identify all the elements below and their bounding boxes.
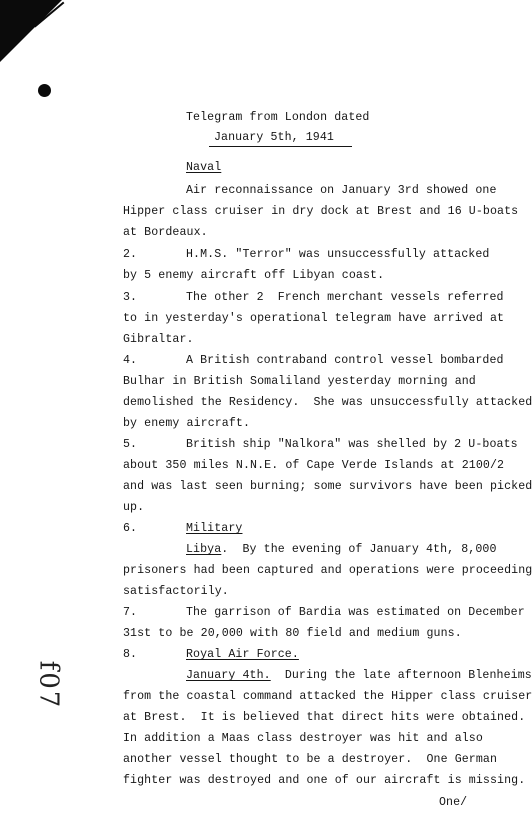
- date-underline: [209, 146, 352, 147]
- paragraph-number: 6.: [123, 522, 138, 535]
- margin-folio-number: f07: [33, 660, 64, 710]
- para4-line: demolished the Residency. She was unsuccessfully attacked: [123, 396, 532, 409]
- para8-line: In addition a Maas class destroyer was hit and also: [123, 732, 483, 745]
- para6-first-line: [186, 543, 497, 557]
- para5-line: British ship "Nalkora" was shelled by 2 U-boats: [186, 438, 518, 451]
- punch-hole: [38, 84, 51, 97]
- naval-line: at Bordeaux.: [123, 226, 208, 239]
- section-heading-raf: Royal Air Force.: [186, 648, 299, 661]
- para2-line: by 5 enemy aircraft off Libyan coast.: [123, 269, 385, 282]
- sub-heading-jan4: January 4th.: [186, 669, 271, 682]
- para7-line: The garrison of Bardia was estimated on December: [186, 606, 525, 619]
- para6-line: prisoners had been captured and operations were proceeding: [123, 564, 532, 577]
- para4-line: by enemy aircraft.: [123, 417, 251, 430]
- para8-first-line-text: During the late afternoon Blenheims: [270, 669, 532, 682]
- naval-line: Air reconnaissance on January 3rd showed one: [186, 184, 497, 197]
- para8-line: fighter was destroyed and one of our aircraft is missing.: [123, 774, 526, 787]
- section-heading-military: Military: [186, 522, 243, 535]
- telegram-title: Telegram from London dated: [186, 111, 370, 124]
- para4-line: Bulhar in British Somaliland yesterday morning and: [123, 375, 476, 388]
- para5-line: about 350 miles N.N.E. of Cape Verde Islands at 2100/2: [123, 459, 505, 472]
- paragraph-number: 4.: [123, 354, 138, 367]
- para3-line: Gibraltar.: [123, 333, 194, 346]
- para7-line: 31st to be 20,000 with 80 field and medium guns.: [123, 627, 462, 640]
- para6-first-line-text: . By the evening of January 4th, 8,000: [221, 543, 497, 556]
- section-heading-naval: Naval: [186, 161, 222, 174]
- para3-line: to in yesterday's operational telegram have arrived at: [123, 312, 505, 325]
- para8-line: at Brest. It is believed that direct hits were obtained.: [123, 711, 526, 724]
- para2-line: H.M.S. "Terror" was unsuccessfully attacked: [186, 248, 490, 261]
- para3-line: The other 2 French merchant vessels referred: [186, 291, 504, 304]
- para6-line: satisfactorily.: [123, 585, 229, 598]
- para5-line: up.: [123, 501, 145, 514]
- paragraph-number: 3.: [123, 291, 138, 304]
- naval-line: Hipper class cruiser in dry dock at Brest and 16 U-boats: [123, 205, 519, 218]
- para5-line: and was last seen burning; some survivors have been picked: [123, 480, 532, 493]
- paragraph-number: 2.: [123, 248, 138, 261]
- catchword: One/: [439, 796, 468, 809]
- para4-line: A British contraband control vessel bombarded: [186, 354, 504, 367]
- sub-heading-libya: Libya: [186, 543, 222, 556]
- telegram-date: January 5th, 1941: [214, 131, 334, 144]
- paragraph-number: 8.: [123, 648, 138, 661]
- para8-line: another vessel thought to be a destroyer. One German: [123, 753, 498, 766]
- para8-first-line: [186, 669, 532, 683]
- para8-line: from the coastal command attacked the Hipper class cruiser: [123, 690, 532, 703]
- paragraph-number: 5.: [123, 438, 138, 451]
- paragraph-number: 7.: [123, 606, 138, 619]
